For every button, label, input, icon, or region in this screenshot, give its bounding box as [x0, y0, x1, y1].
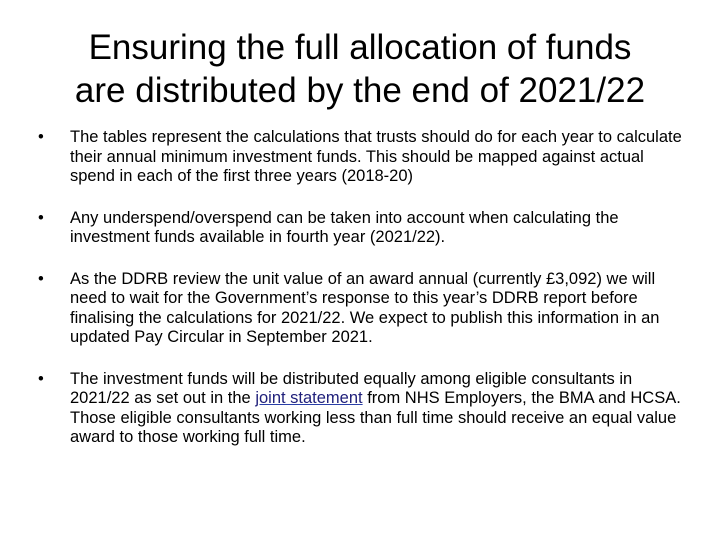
bullet-text: The tables represent the calculations that trusts should do for each year to calculate their annual minimum investment funds. This should be mapped against actual spend in each of the first three years (2018-20): [70, 128, 682, 185]
bullet-text: Any underspend/overspend can be taken into account when calculating the investment funds available in fourth year (2021/22).: [70, 208, 619, 246]
bullet-item-underspend: [38, 209, 688, 248]
bullet-marker: •: [38, 269, 44, 288]
bullet-item-tables: [38, 128, 688, 187]
title-line-2: are distributed by the end of 2021/22: [74, 71, 646, 110]
bullet-item-distribution: [38, 370, 688, 448]
bullet-text: [70, 370, 681, 447]
bullet-marker: •: [38, 208, 44, 227]
bullet-text-before: The investment funds will be distributed equally among eligible consultants in 2021/22 as set out in the: [70, 369, 633, 407]
bullet-list: [38, 128, 688, 470]
bullet-marker: •: [38, 128, 44, 146]
bullet-text-after: from NHS Employers, the BMA and HCSA. Those eligible consultants working less than full time should receive an equal value award to those working full time.: [70, 389, 681, 446]
joint-statement-link[interactable]: joint statement: [255, 389, 363, 407]
bullet-item-ddrb: [38, 270, 688, 348]
title-line-1: Ensuring the full allocation of funds: [88, 28, 632, 67]
bullet-marker: •: [38, 369, 44, 388]
bullet-text: As the DDRB review the unit value of an award annual (currently £3,092) we will need to wait for the Government’s response to this year’s DDRB report before finalising the calculations for 2021/22. We expect to publish this information in an updated Pay Circular in September 2021.: [70, 269, 660, 346]
slide-title: [30, 26, 690, 112]
